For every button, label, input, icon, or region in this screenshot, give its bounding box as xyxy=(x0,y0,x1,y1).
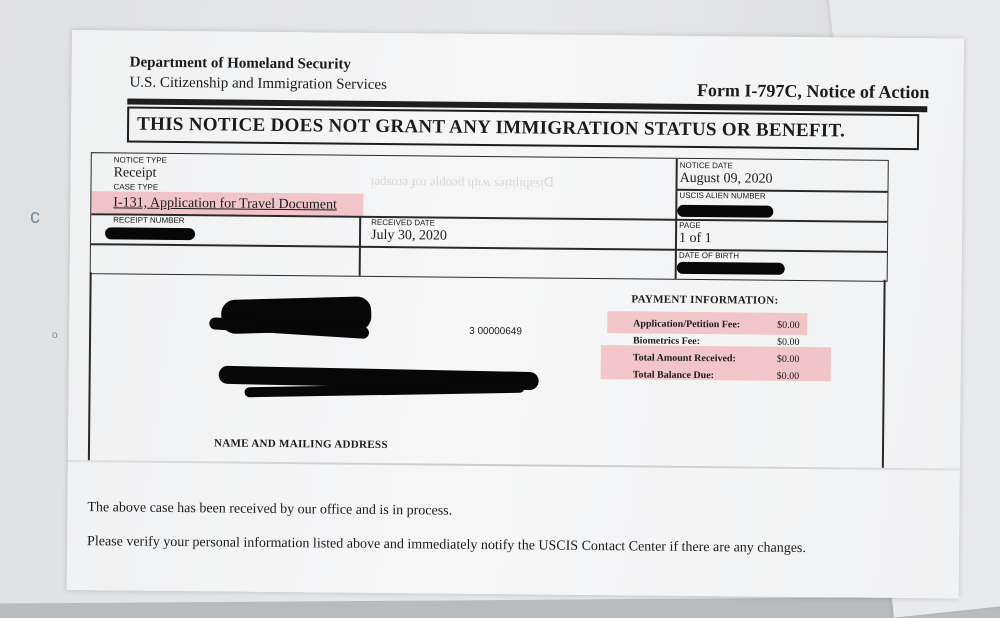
agency-name: U.S. Citizenship and Immigration Services xyxy=(129,74,388,94)
case-info-grid xyxy=(90,152,889,282)
department-name: Department of Homeland Security xyxy=(129,54,351,73)
notice-date-value: August 09, 2020 xyxy=(679,170,773,187)
paper-fold xyxy=(68,460,960,471)
box-left-border xyxy=(88,272,91,460)
body-line-1: The above case has been received by our office and is in process. xyxy=(87,500,453,519)
alien-number-label: USCIS ALIEN NUMBER xyxy=(679,190,766,201)
case-type-value: I-131, Application for Travel Document xyxy=(113,195,337,213)
payment-row-value: $0.00 xyxy=(776,353,800,365)
notice-date-label: NOTICE DATE xyxy=(679,160,733,171)
box-right-border xyxy=(882,280,885,468)
notice-type-value: Receipt xyxy=(113,165,157,181)
body-line-2: Please verify your personal information listed above and immediately notify the USCIS Contact Center if there are any changes. xyxy=(87,534,806,557)
payment-row-value: $0.00 xyxy=(777,319,800,331)
payment-row-label: Total Amount Received: xyxy=(632,352,736,365)
payment-row-label: Application/Petition Fee: xyxy=(633,318,741,331)
mailing-barcode-number: 3 00000649 xyxy=(469,325,523,338)
receipt-number-redaction xyxy=(105,227,195,240)
partial-c-glyph-icon: c xyxy=(30,206,40,228)
form-title: Form I-797C, Notice of Action xyxy=(696,80,930,103)
page-label: PAGE xyxy=(679,220,701,231)
partial-o-glyph-icon: o xyxy=(52,330,58,341)
alien-number-redaction xyxy=(677,205,773,218)
dob-redaction xyxy=(677,262,785,275)
received-date-label: RECEIVED DATE xyxy=(371,217,436,228)
payment-title: PAYMENT INFORMATION: xyxy=(631,293,779,307)
notice-type-label: NOTICE TYPE xyxy=(113,155,167,165)
notice-document xyxy=(67,30,964,599)
mailing-address-label: NAME AND MAILING ADDRESS xyxy=(213,437,388,452)
bleed-through-text: ᴉǝdsoɹǝ ɟoɹ ǝldoǝd ɥʇᴉʍ sǝᴉʇᴉlᴉqɐsᴉᗡ xyxy=(370,172,554,190)
payment-row-label: Biometrics Fee: xyxy=(632,335,701,348)
grid-divider xyxy=(91,243,887,252)
status-banner: THIS NOTICE DOES NOT GRANT ANY IMMIGRATION STATUS OR BENEFIT. xyxy=(127,107,919,151)
payment-row-value: $0.00 xyxy=(776,370,800,382)
payment-row-label: Total Balance Due: xyxy=(632,369,715,382)
received-date-value: July 30, 2020 xyxy=(370,227,447,244)
page-value: 1 of 1 xyxy=(678,230,712,247)
case-type-label: CASE TYPE xyxy=(113,182,159,192)
receipt-number-label: RECEIPT NUMBER xyxy=(113,215,185,226)
payment-row-value: $0.00 xyxy=(776,336,800,348)
dob-label: DATE OF BIRTH xyxy=(678,250,740,261)
